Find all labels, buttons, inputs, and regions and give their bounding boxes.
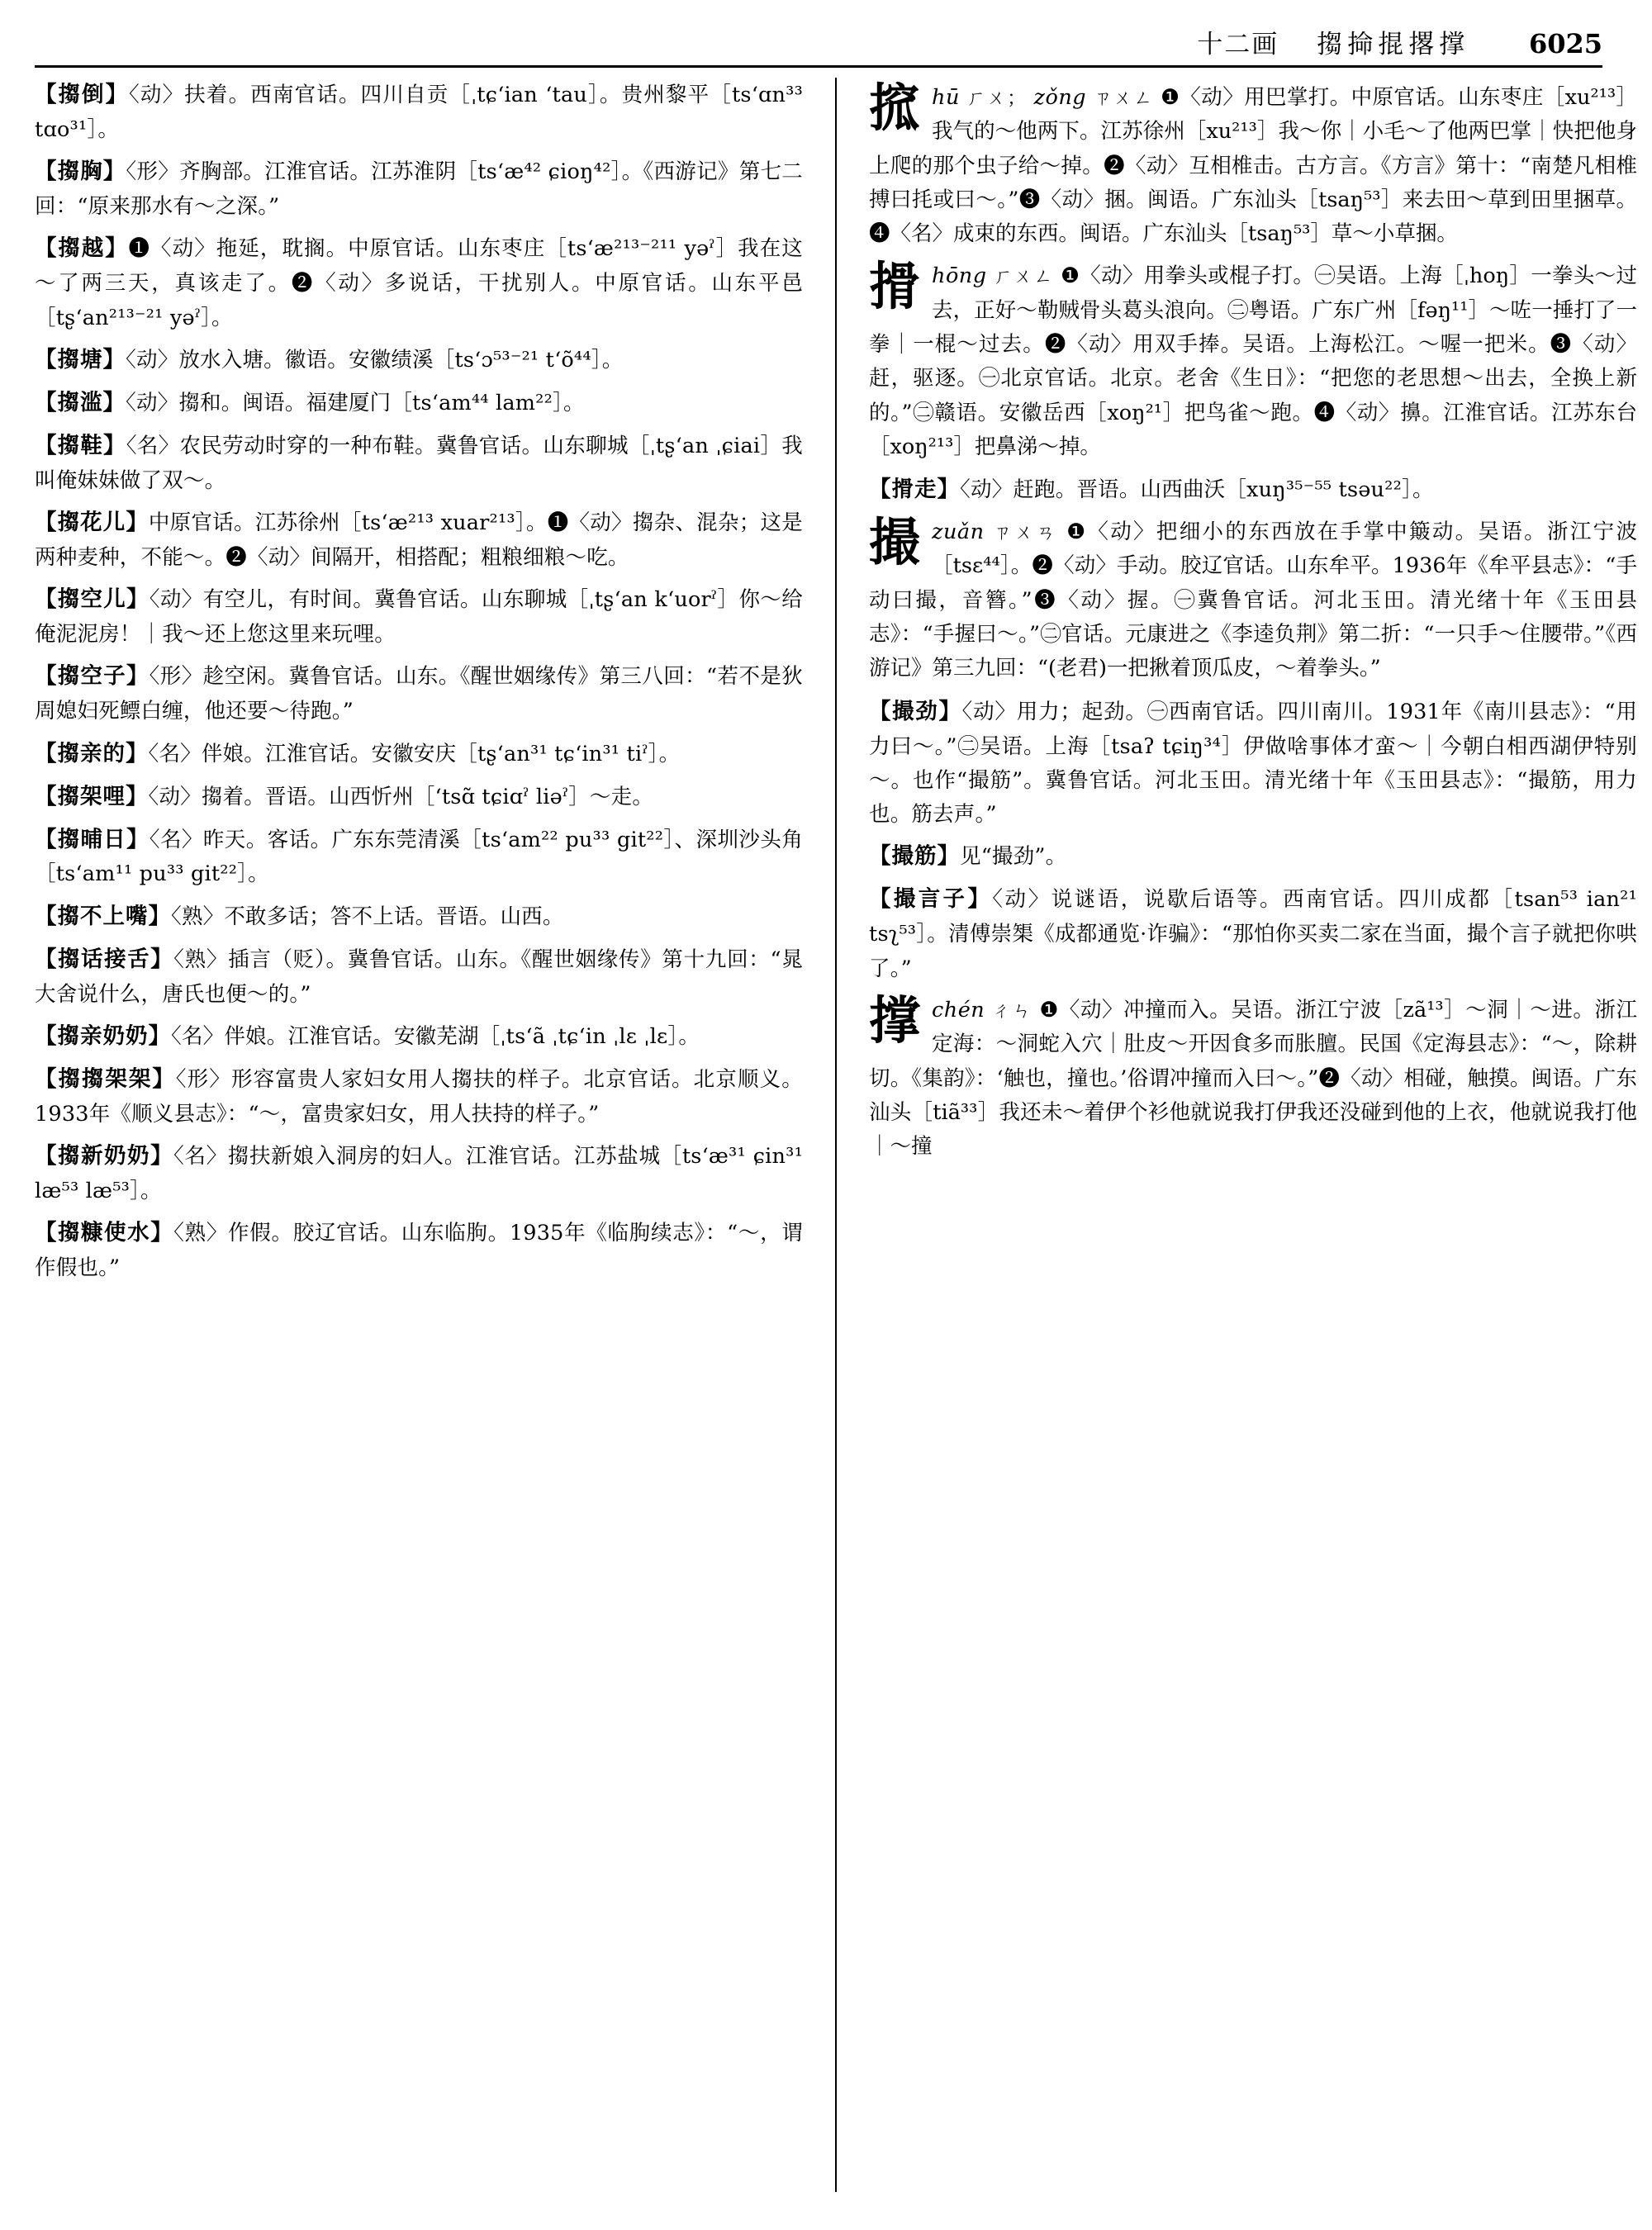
dict-entry: [35, 231, 803, 335]
entry-text: 〈名〉伴娘。江淮官话。安徽安庆［tʂʻan³¹ tɕʻin³¹ tiˀ］。: [148, 741, 681, 766]
pinyin: chén: [932, 997, 985, 1022]
right-column: [869, 78, 1637, 2192]
dict-entry: [35, 1139, 803, 1208]
dict-entry: [35, 582, 803, 652]
entry-text: ❶〈动〉把细小的东西放在手掌中簸动。吴语。浙江宁波［tsɛ⁴⁴］。❷〈动〉手动。胶辽官话。山东牟平。1936年《牟平县志》：“手动曰撮，音簪。”❸〈动〉握。㊀冀鲁官话。河北玉田。清光绪十年《玉田县志》：“手握曰～。”㊁官话。元康进之《李逵负荆》第二折：“一只手～住腰带。”《西游记》第三九回：“(老君)一把揪着顶瓜皮，～着拳头。”: [869, 520, 1637, 681]
dict-entry: [869, 882, 1637, 986]
pinyin: zuǎn: [932, 520, 985, 545]
page-columns: [35, 78, 1637, 2192]
dict-entry: [35, 659, 803, 728]
entry-headword: 【搰走】: [869, 477, 960, 503]
pinyin: hōng: [932, 263, 987, 289]
entry-headword: 【撮劲】: [869, 698, 962, 724]
entry-headword: 【搊架哩】: [35, 783, 149, 809]
entry-headword: 【搊亲的】: [35, 740, 149, 766]
head-character: 搰: [869, 256, 921, 317]
zhuyin: ㄗㄨㄢ: [992, 522, 1058, 544]
entry-headword: 【搊鞋】: [35, 432, 126, 458]
entry-headword: 【搊花儿】: [35, 510, 149, 536]
zhuyin: ㄔㄣ: [991, 999, 1032, 1022]
head-character: 撑: [869, 989, 921, 1051]
dict-entry: [35, 899, 803, 935]
entry-text: ❶〈动〉用巴掌打。中原官话。山东枣庄［xu²¹³］我气的～他两下。江苏徐州［xu²¹³］我～你｜小毛～了他两巴掌｜快把他身上爬的那个虫子给～掉。❷〈动〉互相椎击。古方言。《方言》第十：“南楚凡相椎搏曰㧌或曰～。”❸〈动〉捆。闽语。广东汕头［tsaŋ⁵³］来去田～草到田里捆草。❹〈名〉成束的东西。闽语。广东汕头［tsaŋ⁵³］草～小草捆。: [869, 85, 1637, 247]
dict-entry: [869, 472, 1637, 508]
entry-text: ❶〈动〉冲撞而入。吴语。浙江宁波［zã¹³］～洞｜～进。浙江定海：～洞蛇入穴｜肚皮～开因食多而胀膻。民国《定海县志》：“～，除耕切。《集韵》：‘触也，撞也。’俗谓冲撞而入曰～。”❷〈动〉相碰，触摸。闽语。广东汕头［tiã³³］我还未～着伊个衫他就说我打伊我还没碰到他的上衣，他就说我打他｜～撞: [869, 997, 1637, 1160]
entry-text: 〈动〉扶着。西南官话。四川自贡［ˌtɕʻian ʻtau］。贵州黎平［tsʻɑn³³ tɑo³¹］。: [35, 83, 803, 142]
page-number: 6025: [1528, 28, 1602, 59]
entry-text: 〈名〉搊扶新娘入洞房的妇人。江淮官话。江苏盐城［tsʻæ³¹ ɕin³¹ læ⁵³ læ⁵³］。: [35, 1144, 803, 1203]
head-character: 搲: [869, 78, 921, 138]
entry-headword: 【搊空子】: [35, 663, 150, 690]
entry-text: 〈动〉有空儿，有时间。冀鲁官话。山东聊城［ˌtʂʻan kʻuorˀ］你～给俺泥泥房！｜我～还上您这里来玩哩。: [35, 587, 803, 648]
dict-entry: [35, 386, 803, 421]
dict-entry: [35, 1019, 803, 1055]
pinyin-alt: zǒng: [1033, 85, 1087, 110]
header-chapter: 十二画: [1197, 30, 1279, 59]
entry-headword: 【搊滥】: [35, 389, 126, 415]
entry-text: 〈形〉齐胸部。江淮官话。江苏淮阴［tsʻæ⁴² ɕioŋ⁴²］。《西游记》第七二回：“原来那水有～之深。”: [35, 159, 803, 220]
dict-entry: [869, 695, 1637, 833]
left-column: [35, 78, 803, 2192]
entry-headword: 【搊塘】: [35, 346, 126, 372]
entry-text: 〈动〉搊着。晋语。山西忻州［ʻtsɑ̃ tɕiɑˀ liəˀ］～走。: [148, 784, 654, 809]
entry-headword: 【搊倒】: [35, 82, 129, 107]
dict-entry: [35, 78, 803, 147]
pinyin: hū: [932, 85, 960, 110]
entry-text: 〈形〉形容富贵人家妇女用人搊扶的样子。北京官话。北京顺义。1933年《顺义县志》：“～，富贵家妇女，用人扶持的样子。”: [35, 1066, 803, 1127]
entry-text: 见“撮劲”。: [960, 844, 1067, 870]
entry-headword: 【搊空儿】: [35, 586, 150, 613]
head-character-entry: [869, 78, 1637, 251]
entry-text: 〈动〉放水入塘。徽语。安徽绩溪［tsʻɔ⁵³⁻²¹ tʻõ⁴⁴］。: [126, 347, 624, 372]
head-character-entry: [869, 256, 1637, 464]
dict-entry: [869, 839, 1637, 875]
entry-text: 〈动〉说谜语，说歇后语等。西南官话。四川成都［tsan⁵³ ian²¹ tsʅ⁵³］。清傅崇榘《成都通览·诈骗》：“那怕你买卖二家在当面，撮个言子就把你哄了。”: [869, 887, 1637, 981]
dict-entry: [35, 1062, 803, 1132]
entry-headword: 【搊不上嘴】: [35, 903, 171, 929]
entry-headword: 【搊越】: [35, 235, 129, 262]
page-header: [35, 23, 1609, 66]
entry-text: 〈动〉搊和。闽语。福建厦门［tsʻam⁴⁴ lam²²］。: [126, 390, 585, 415]
entry-text: 〈名〉昨天。客话。广东东莞清溪［tsʻam²² pu³³ git²²］、深圳沙头角［tsʻam¹¹ pu³³ git²²］。: [35, 827, 803, 887]
entry-headword: 【搊糠使水】: [35, 1220, 174, 1246]
head-character-entry: [869, 989, 1637, 1164]
entry-text: 〈熟〉插言（贬）。冀鲁官话。山东。《醒世姻缘传》第十九回：“晁大舍说什么，唐氏也便～的。”: [35, 947, 803, 1007]
dict-entry: [35, 505, 803, 575]
entry-headword: 【搊搊架架】: [35, 1065, 176, 1092]
entry-headword: 【搊晡日】: [35, 826, 150, 852]
column-divider: [835, 78, 837, 2192]
entry-text: 〈熟〉不敢多话；答不上话。晋语。山西。: [171, 904, 564, 929]
head-character: 撮: [869, 512, 921, 573]
entry-headword: 【搊胸】: [35, 159, 126, 185]
dict-entry: [35, 429, 803, 498]
entry-headword: 【撮言子】: [869, 886, 993, 913]
entry-text: 〈名〉伴娘。江淮官话。安徽芜湖［ˌtsʻã ˌtɕʻin ˌlɛ ˌlɛ］。: [171, 1023, 700, 1049]
zhuyin-alt: ㄗㄨㄥ: [1093, 88, 1154, 109]
entry-text: 〈形〉趁空闲。冀鲁官话。山东。《醒世姻缘传》第三八回：“若不是狄周媳妇死鳔白缠，他还要～待跑。”: [35, 664, 803, 724]
entry-text: ❶〈动〉拖延，耽搁。中原官话。山东枣庄［tsʻæ²¹³⁻²¹¹ yəˀ］我在这～了两三天，真该走了。❷〈动〉多说话，干扰别人。中原官话。山东平邑［tʂʻan²¹³⁻²¹ yəˀ］。: [35, 236, 803, 330]
entry-text: 中原官话。江苏徐州［tsʻæ²¹³ xuar²¹³］。❶〈动〉搊杂、混杂；这是两种麦种，不能～。❷〈动〉间隔开，相搭配；粗粮细粮～吃。: [35, 510, 803, 570]
dict-entry: [35, 942, 803, 1012]
zhuyin: ㄏㄨㄥ: [993, 266, 1054, 288]
entry-headword: 【撮筋】: [869, 843, 960, 870]
dict-entry: [35, 823, 803, 892]
dict-entry: [35, 780, 803, 815]
entry-text: 〈熟〉作假。胶辽官话。山东临朐。1935年《临朐续志》：“～，谓作假也。”: [35, 1221, 803, 1281]
entry-headword: 【搊话接舌】: [35, 946, 174, 972]
dict-entry: [35, 737, 803, 772]
dict-entry: [35, 1216, 803, 1285]
dict-entry: [35, 154, 803, 224]
header-characters: 搊掵掍撂撑: [1317, 30, 1470, 59]
entry-text: 〈动〉用力；起劲。㊀西南官话。四川南川。1931年《南川县志》：“用力曰～。”㊁吴语。上海［tsaʔ tɕiŋ³⁴］伊做啥事体才蛮～｜今朝白相西湖伊特别～。也作“撮筋”。冀鲁官话。河北玉田。清光绪十年《玉田县志》：“撮筋，用力也。筋去声。”: [869, 699, 1637, 828]
head-character-entry: [869, 512, 1637, 686]
header-rule: [35, 65, 1602, 68]
zhuyin: ㄏㄨ；: [966, 88, 1028, 109]
entry-text: 〈动〉赶跑。晋语。山西曲沃［xuŋ³⁵⁻⁵⁵ tsəu²²］。: [960, 477, 1434, 503]
entry-text: 〈名〉农民劳动时穿的一种布鞋。冀鲁官话。山东聊城［ˌtʂʻan ˌɕiai］我叫俺妹妹做了双～。: [35, 433, 803, 493]
entry-headword: 【搊新奶奶】: [35, 1143, 173, 1170]
entry-headword: 【搊亲奶奶】: [35, 1022, 171, 1049]
entry-text: ❶〈动〉用拳头或棍子打。㊀吴语。上海［ˌhoŋ］一拳头～过去，正好～勒贼骨头葛头浪向。㊁粤语。广东广州［fəŋ¹¹］～咗一捶打了一拳｜一棍～过去。❷〈动〉用双手捧。吴语。上海松江。～喔一把米。❸〈动〉赶，驱逐。㊀北京官话。北京。老舍《生日》：“把您的老思想～出去，全换上新的。”㊁赣语。安徽岳西［xoŋ²¹］把鸟雀～跑。❹〈动〉擤。江淮官话。江苏东台［xoŋ²¹³］把鼻涕～掉。: [869, 263, 1637, 459]
dict-entry: [35, 343, 803, 378]
